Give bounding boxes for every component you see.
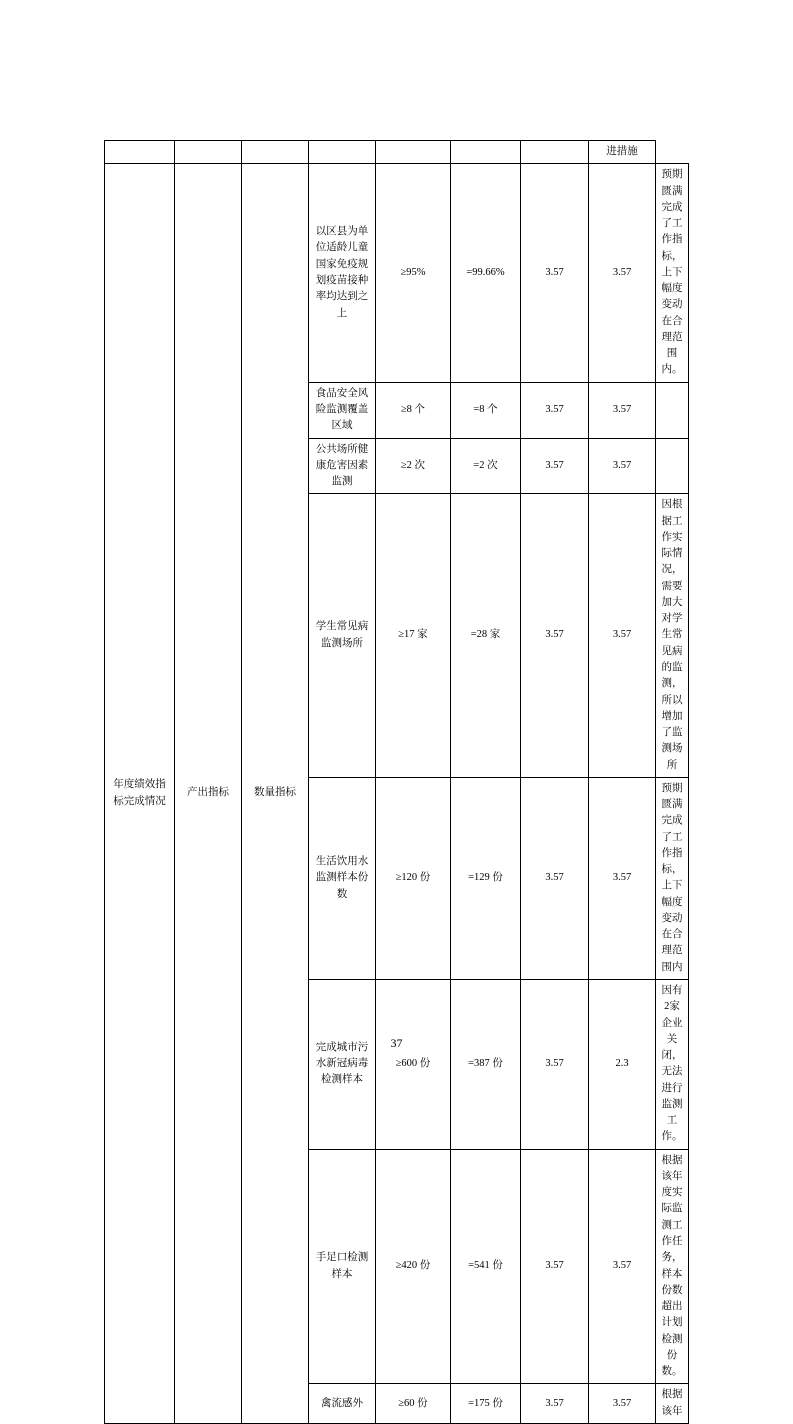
cell-note: [656, 382, 689, 438]
cell-target-value: ≥120 份: [376, 777, 451, 979]
cell-target-value: ≥420 份: [376, 1149, 451, 1384]
cell-actual-value: =28 家: [451, 494, 521, 778]
cell-score-b: 2.3: [589, 980, 656, 1150]
cell-actual-value: =8 个: [451, 382, 521, 438]
row-label-output-indicator: 产出指标: [175, 164, 242, 1424]
cell-target-value: ≥8 个: [376, 382, 451, 438]
cell-indicator-name: 禽流感外: [309, 1384, 376, 1424]
cell-note: 预期匮满完成了工作指标，上下幅度变动在合理范围内: [656, 777, 689, 979]
cell-indicator-name: 以区县为单位适龄儿童国家免疫规划疫苗接种率均达到之上: [309, 164, 376, 382]
cell-indicator-name: 学生常见病监测场所: [309, 494, 376, 778]
table-row-header-continuation: [105, 141, 689, 164]
cell-target-value: ≥95%: [376, 164, 451, 382]
row-label-annual-performance: 年度绩效指标完成情况: [105, 164, 175, 1424]
cell-actual-value: =129 份: [451, 777, 521, 979]
cell-note: [656, 438, 689, 494]
cell-score-a: 3.57: [521, 777, 589, 979]
cell-actual-value: =175 份: [451, 1384, 521, 1424]
cell-note: 根据该年: [656, 1384, 689, 1424]
cell-score-b: 3.57: [589, 494, 656, 778]
cell-note: 因根据工作实际情况，需要加大对学生常见病的监测，所以增加了监测场所: [656, 494, 689, 778]
page-number: 37: [390, 1036, 403, 1050]
cell-indicator-name: 公共场所健康危害因素监测: [309, 438, 376, 494]
cell-actual-value: =541 份: [451, 1149, 521, 1384]
cell-score-b: 3.57: [589, 777, 656, 979]
cell-score-b: 3.57: [589, 438, 656, 494]
row-label-quantity-indicator: 数量指标: [242, 164, 309, 1424]
cell-score-a: 3.57: [521, 980, 589, 1150]
cell-indicator-name: 完成城市污水新冠病毒检测样本: [309, 980, 376, 1150]
cell-score-a: 3.57: [521, 438, 589, 494]
cell-empty-3: [309, 141, 376, 164]
cell-indicator-name: 生活饮用水监测样本份数: [309, 777, 376, 979]
cell-note: 根据该年度实际监测工作任务，样本份数超出计划检测份数。: [656, 1149, 689, 1384]
cell-note: 因有2家企业关闭，无法进行监测工作。: [656, 980, 689, 1150]
cell-score-a: 3.57: [521, 382, 589, 438]
cell-empty-5: [451, 141, 521, 164]
cell-score-a: 3.57: [521, 1149, 589, 1384]
cell-score-a: 3.57: [521, 1384, 589, 1424]
cell-target-value: ≥600 份: [376, 980, 451, 1150]
cell-improvement-measures: 进措施: [589, 141, 656, 164]
cell-score-b: 3.57: [589, 1149, 656, 1384]
cell-empty-0: [105, 141, 175, 164]
cell-target-value: ≥17 家: [376, 494, 451, 778]
cell-empty-1: [175, 141, 242, 164]
cell-target-value: ≥2 次: [376, 438, 451, 494]
cell-note: 预期匮满完成了工作指标，上下幅度变动在合理范围内。: [656, 164, 689, 382]
cell-empty-4: [376, 141, 451, 164]
cell-indicator-name: 手足口检测样本: [309, 1149, 376, 1384]
cell-score-a: 3.57: [521, 494, 589, 778]
cell-score-b: 3.57: [589, 382, 656, 438]
performance-indicator-table: [104, 140, 689, 1424]
cell-empty-2: [242, 141, 309, 164]
cell-indicator-name: 食品安全风险监测覆盖区域: [309, 382, 376, 438]
cell-score-a: 3.57: [521, 164, 589, 382]
cell-empty-6: [521, 141, 589, 164]
cell-actual-value: =387 份: [451, 980, 521, 1150]
cell-score-b: 3.57: [589, 164, 656, 382]
table-row: [105, 164, 689, 382]
cell-actual-value: =2 次: [451, 438, 521, 494]
cell-score-b: 3.57: [589, 1384, 656, 1424]
cell-target-value: ≥60 份: [376, 1384, 451, 1424]
cell-actual-value: =99.66%: [451, 164, 521, 382]
